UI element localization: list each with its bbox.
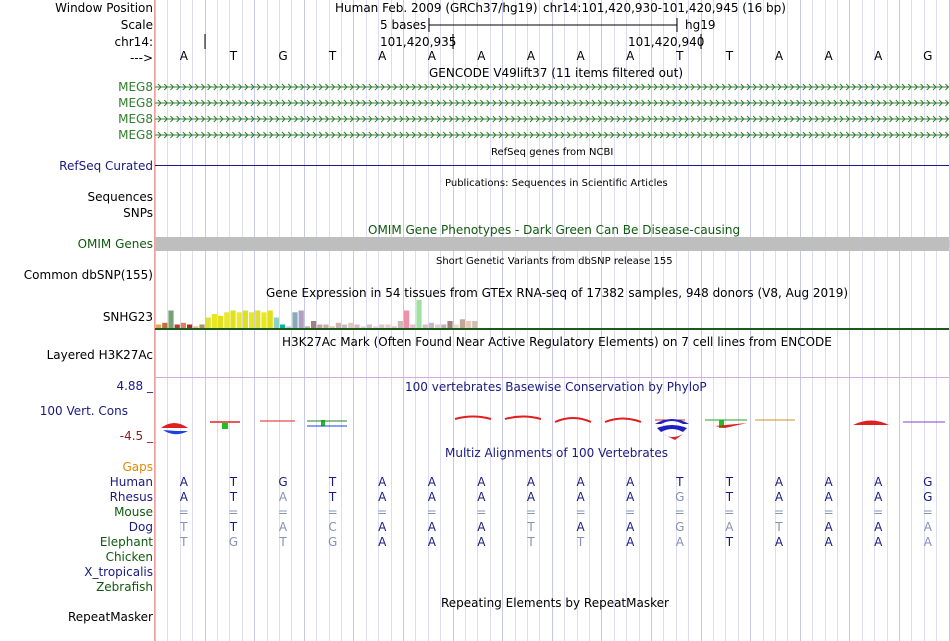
phylop-logo-plot[interactable]	[155, 410, 949, 445]
gtex-tissue-bar	[305, 326, 310, 328]
alignment-base: =	[426, 505, 437, 519]
omim-genes-label[interactable]: OMIM Genes	[77, 237, 153, 251]
species-label[interactable]: X_tropicalis	[84, 565, 153, 579]
gtex-tissue-bar	[237, 312, 242, 328]
species-label[interactable]: Mouse	[114, 505, 153, 519]
reference-base: G	[923, 49, 933, 63]
alignment-base: A	[626, 475, 635, 489]
gtex-tissue-bar	[292, 312, 297, 328]
alignment-base: A	[179, 475, 188, 489]
species-label[interactable]: Elephant	[99, 535, 153, 549]
gtex-tissue-bar	[193, 326, 198, 328]
gtex-tissue-bar	[416, 300, 421, 328]
h3k27ac-track-title: H3K27Ac Mark (Often Found Near Active Regulatory Elements) on 7 cell lines from ENCODE	[282, 335, 832, 349]
gtex-tissue-bar	[472, 321, 477, 328]
gencode-gene-features[interactable]	[155, 80, 949, 142]
alignment-base: =	[277, 505, 289, 519]
alignment-base: A	[427, 535, 436, 549]
alignment-base: T	[775, 520, 783, 534]
gtex-tissue-bar	[243, 311, 248, 329]
alignment-base: T	[229, 520, 238, 534]
alignment-base: =	[773, 505, 785, 519]
sequences-label[interactable]: Sequences	[87, 190, 153, 204]
gtex-gene-label[interactable]: SNHG23	[102, 310, 153, 324]
alignment-base: =	[327, 505, 338, 519]
alignment-base: T	[180, 520, 188, 534]
alignment-base: A	[824, 520, 833, 534]
species-label[interactable]: Rhesus	[109, 490, 153, 504]
gtex-expression-bars[interactable]	[155, 300, 949, 332]
refseq-track-title: RefSeq genes from NCBI	[491, 147, 614, 158]
gtex-tissue-bar	[181, 323, 186, 328]
gtex-tissue-bar	[206, 318, 211, 329]
window-position-label: Window Position	[55, 1, 153, 15]
alignment-base: A	[923, 535, 932, 549]
alignment-base: T	[725, 475, 734, 489]
alignment-base: T	[229, 490, 238, 504]
gtex-tissue-bar	[361, 326, 366, 328]
alignment-base: T	[676, 475, 684, 489]
reference-base: A	[378, 49, 387, 63]
reference-base: A	[774, 49, 784, 63]
gtex-tissue-bar	[249, 312, 254, 328]
alignment-base: A	[477, 520, 486, 534]
alignment-base: =	[178, 505, 189, 519]
phylop-track-title: 100 vertebrates Basewise Conservation by PhyloP	[405, 380, 707, 394]
alignment-base: T	[576, 535, 585, 549]
gtex-tissue-bar	[447, 321, 452, 328]
alignment-base: A	[675, 535, 684, 549]
alignment-base: G	[327, 535, 338, 549]
gtex-tissue-bar	[398, 321, 403, 328]
gtex-tissue-bar	[175, 325, 180, 329]
alignment-base: G	[675, 520, 685, 534]
reference-base: T	[725, 49, 734, 63]
gtex-tissue-bar	[410, 325, 415, 329]
reference-base: A	[576, 49, 585, 63]
assembly-text: Human Feb. 2009 (GRCh37/hg19)	[335, 1, 538, 15]
scale-bar-text: 5 bases	[380, 18, 427, 32]
gtex-tissue-bar	[404, 311, 409, 329]
alignment-base: A	[923, 520, 932, 534]
alignment-base: =	[724, 505, 735, 519]
reference-base: A	[526, 49, 536, 63]
gtex-tissue-bar	[218, 316, 223, 328]
gtex-tissue-bar	[460, 319, 465, 328]
gene-label-meg8-1[interactable]: MEG8	[118, 80, 153, 94]
alignment-base: T	[180, 535, 188, 549]
gene-label-meg8-2[interactable]: MEG8	[118, 96, 153, 110]
gaps-label: Gaps	[122, 460, 153, 474]
alignment-base: A	[774, 490, 784, 504]
phylop-min-label: -4.5 _	[119, 429, 153, 443]
alignment-base: =	[922, 505, 933, 519]
alignment-base: A	[725, 520, 734, 534]
coord-right-text: 101,420,940	[628, 35, 705, 49]
reference-base: T	[676, 49, 684, 63]
gtex-tissue-bar	[255, 311, 260, 329]
common-dbsnp-label[interactable]: Common dbSNP(155)	[23, 268, 153, 282]
alignment-base: A	[278, 520, 288, 534]
coord-left-text: 101,420,935	[380, 35, 457, 49]
alignment-base: C	[328, 520, 337, 534]
gtex-tissue-bar	[199, 325, 204, 329]
alignment-base: =	[575, 505, 586, 519]
species-label[interactable]: Human	[109, 475, 153, 489]
gtex-tissue-bar	[168, 311, 173, 329]
alignment-base: T	[328, 490, 337, 504]
snps-label[interactable]: SNPs	[123, 206, 153, 220]
reference-base: G	[278, 49, 288, 63]
gtex-tissue-bar	[187, 325, 192, 329]
gtex-tissue-bar	[230, 311, 235, 329]
gene-label-meg8-4[interactable]: MEG8	[118, 128, 153, 142]
gtex-tissue-bar	[311, 321, 316, 328]
position-text: chr14:101,420,930-101,420,945 (16 bp)	[543, 1, 786, 15]
h3k27ac-baseline	[155, 377, 949, 378]
gtex-tissue-bar	[466, 321, 471, 328]
alignment-base: =	[377, 505, 388, 519]
gtex-tissue-bar	[423, 325, 428, 329]
gtex-tissue-bar	[342, 325, 347, 329]
reference-base: A	[874, 49, 883, 63]
gtex-tissue-bar	[330, 326, 335, 328]
alignment-base: A	[824, 490, 833, 504]
species-label[interactable]: Dog	[128, 520, 153, 534]
alignment-base: A	[378, 535, 387, 549]
reference-base: A	[477, 49, 486, 63]
gtex-tissue-bar	[348, 323, 353, 328]
db-text: hg19	[685, 18, 716, 32]
gtex-tissue-bar	[274, 318, 279, 329]
alignment-base: G	[923, 490, 933, 504]
gtex-tissue-bar	[162, 323, 167, 328]
gtex-tissue-bar	[268, 311, 273, 329]
gtex-tissue-bar	[373, 326, 378, 328]
gtex-tissue-bar	[441, 325, 446, 329]
alignment-base: =	[625, 505, 636, 519]
alignment-base: A	[427, 490, 436, 504]
alignment-base: A	[378, 490, 387, 504]
gtex-tissue-bar	[299, 311, 304, 329]
alignment-base: G	[675, 490, 685, 504]
gene-label-meg8-3[interactable]: MEG8	[118, 112, 153, 126]
reference-base: T	[328, 49, 337, 63]
alignment-base: G	[923, 475, 933, 489]
publications-track-title: Publications: Sequences in Scientific Articles	[445, 178, 668, 189]
omim-track-title: OMIM Gene Phenotypes - Dark Green Can Be Disease-causing	[368, 223, 741, 237]
alignment-base: T	[279, 535, 287, 549]
alignment-base: A	[427, 475, 436, 489]
layered-h3k27ac-label[interactable]: Layered H3K27Ac	[46, 348, 153, 362]
alignment-base: =	[525, 505, 537, 519]
alignment-base: A	[378, 520, 387, 534]
alignment-base: =	[228, 505, 239, 519]
gtex-tissue-bar	[392, 326, 397, 328]
reference-base: A	[824, 49, 833, 63]
alignment-base: G	[278, 475, 288, 489]
alignment-base: T	[527, 535, 535, 549]
alignment-base: T	[527, 520, 535, 534]
species-label[interactable]: Zebrafish	[96, 580, 153, 594]
gtex-tissue-bar	[385, 325, 390, 329]
gtex-tissue-bar	[336, 323, 341, 328]
alignment-base: =	[476, 505, 487, 519]
gtex-tissue-bar	[454, 325, 459, 329]
reference-base: T	[229, 49, 238, 63]
reference-base: A	[626, 49, 635, 63]
alignment-base: A	[278, 490, 288, 504]
alignment-base: A	[874, 535, 883, 549]
dbsnp-track-title: Short Genetic Variants from dbSNP release 155	[436, 256, 673, 267]
alignment-base: T	[725, 490, 734, 504]
alignment-base: A	[626, 490, 635, 504]
repeatmasker-label[interactable]: RepeatMasker	[67, 610, 153, 624]
alignment-base: A	[526, 475, 536, 489]
gtex-tissue-bar	[224, 312, 229, 328]
phylop-max-label: 4.88 _	[116, 379, 153, 393]
alignment-base: A	[427, 520, 436, 534]
chrom-label: chr14:	[114, 35, 153, 49]
alignment-base: A	[576, 490, 585, 504]
repeatmasker-track-title: Repeating Elements by RepeatMasker	[441, 596, 669, 610]
vert-cons-label[interactable]: 100 Vert. Cons	[39, 404, 128, 418]
gtex-tissue-bar	[286, 326, 291, 328]
alignment-base: =	[873, 505, 884, 519]
refseq-curated-label[interactable]: RefSeq Curated	[59, 159, 153, 173]
alignment-base: =	[823, 505, 834, 519]
scale-label: Scale	[120, 18, 153, 32]
alignment-base: A	[526, 490, 536, 504]
alignment-base: =	[674, 505, 685, 519]
alignment-base: A	[874, 475, 883, 489]
gtex-tissue-bar	[323, 325, 328, 329]
alignment-base: A	[774, 475, 784, 489]
gtex-tissue-bar	[261, 312, 266, 328]
alignment-base: A	[874, 490, 883, 504]
alignment-base: A	[824, 475, 833, 489]
gtex-tissue-bar	[354, 325, 359, 329]
reference-base: A	[179, 49, 188, 63]
alignment-base: A	[626, 520, 635, 534]
alignment-base: A	[477, 535, 486, 549]
gtex-tissue-bar	[435, 325, 440, 329]
gtex-tissue-bar	[156, 325, 161, 329]
alignment-base: T	[229, 475, 238, 489]
gtex-track-title: Gene Expression in 54 tissues from GTEx RNA-seq of 17382 samples, 948 donors (V8, Aug 2019)	[266, 286, 849, 300]
alignment-base: A	[874, 520, 883, 534]
alignment-base: A	[378, 475, 387, 489]
gtex-tissue-bar	[280, 325, 285, 329]
gtex-tissue-bar	[212, 314, 217, 328]
omim-gene-bar[interactable]	[155, 237, 949, 251]
alignment-base: A	[576, 475, 585, 489]
alignment-base: T	[328, 475, 337, 489]
alignment-base: A	[477, 490, 486, 504]
gtex-gene-baseline	[155, 328, 949, 330]
alignment-base: A	[626, 535, 635, 549]
alignment-base: A	[179, 490, 188, 504]
alignment-base: A	[824, 535, 833, 549]
multiz-track-title: Multiz Alignments of 100 Vertebrates	[445, 446, 669, 460]
alignment-base: G	[228, 535, 239, 549]
refseq-gene-line[interactable]	[155, 165, 949, 166]
strand-label: --->	[129, 51, 153, 65]
species-label[interactable]: Chicken	[105, 550, 153, 564]
gtex-tissue-bar	[367, 325, 372, 329]
alignment-base: A	[477, 475, 486, 489]
alignment-base: T	[725, 535, 734, 549]
gtex-tissue-bar	[317, 325, 322, 329]
alignment-base: A	[576, 520, 585, 534]
alignment-base: A	[774, 535, 784, 549]
reference-base: A	[427, 49, 436, 63]
gtex-tissue-bar	[379, 325, 384, 329]
gtex-tissue-bar	[429, 323, 434, 328]
gencode-track-title: GENCODE V49lift37 (11 items filtered out)	[429, 66, 684, 80]
